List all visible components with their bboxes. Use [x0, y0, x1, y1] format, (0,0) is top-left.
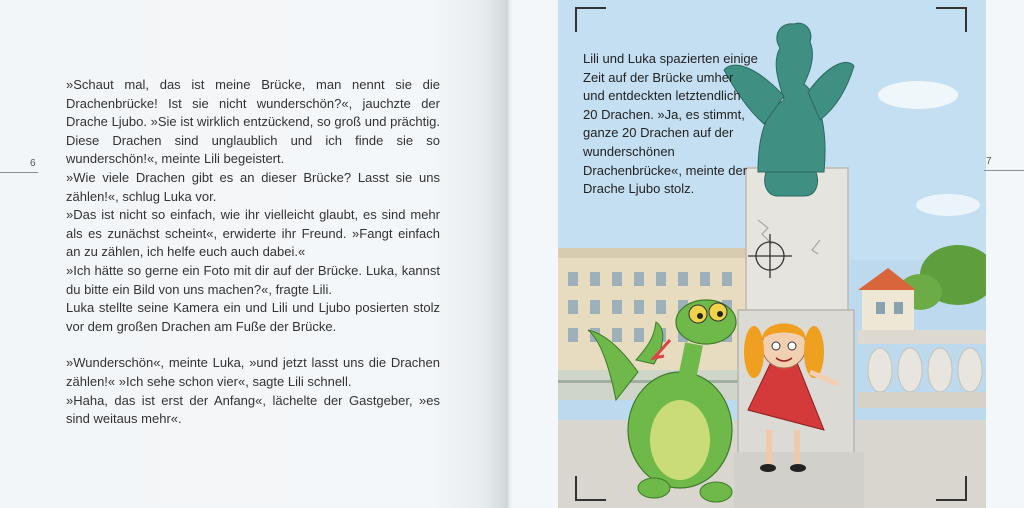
page-number-left: 6 [30, 158, 36, 169]
balustrade [858, 330, 986, 408]
paragraph: »Das ist nicht so einfach, wie ihr vielleicht glaubt, es sind mehr als es zunächst scheint«, erwiderte ihr Freund. »Fangt einfach an zu zählen, ich helfe euch auch dabei.« [66, 207, 440, 260]
left-page [0, 0, 506, 508]
cloud [878, 81, 958, 109]
paragraph: »Schaut mal, das ist meine Brücke, man nennt sie die Drachenbrücke! Ist sie nicht wunderschön?«, jauchzte der Drache Ljubo. »Sie ist wirklich entzückend, so groß und prächtig. Diese Drachen sind unglaublich und ich finde sie so wunderschön!«, meinte Lili begeistert. [66, 77, 440, 167]
paragraph: Luka stellte seine Kamera ein und Lili und Ljubo posierten stolz vor dem großen Drachen am Fuße der Brücke. [66, 300, 440, 334]
paragraph: »Ich hätte so gerne ein Foto mit dir auf der Brücke. Luka, kannst du bitte ein Bild von uns machen?«, fragte Lili. [66, 262, 440, 297]
page-number-rule-right [984, 170, 1024, 171]
page-number-right: 7 [986, 156, 992, 167]
paragraph: »Wunderschön«, meinte Luka, »und jetzt lasst uns die Drachen zählen!« »Ich sehe schon vier«, sagte Lili schnell. [66, 355, 440, 389]
paragraph: »Haha, das ist erst der Anfang«, lächelte der Gastgeber, »es sind weitaus mehr«. [66, 392, 440, 427]
book-gutter [506, 0, 514, 508]
left-text-block [66, 76, 440, 429]
illustration-caption: Lili und Luka spazierten einige Zeit auf der Brücke umher und entdeckten letztendlich 20 Drachen. »Ja, es stimmt, ganze 20 Drachen auf der wunderschönen Drachenbrücke«, meinte der Drache Ljubo stolz. [583, 51, 758, 197]
cloud [916, 194, 980, 216]
paragraph: »Wie viele Drachen gibt es an dieser Brücke? Lasst sie uns zählen!«, schlug Luka vor. [66, 169, 440, 204]
page-number-rule-left [0, 172, 38, 173]
